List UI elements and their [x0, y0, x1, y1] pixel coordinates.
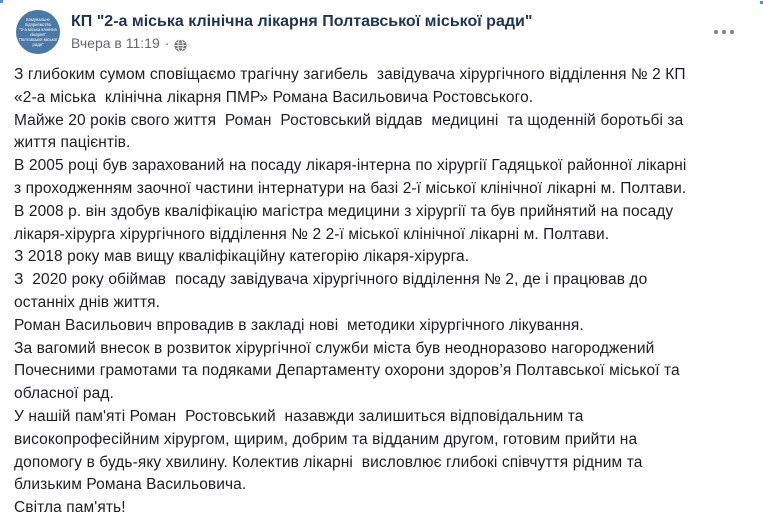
post-text-line: Почесними грамотами та подяками Департаменту охорони здоров’я Полтавської міської та — [14, 362, 680, 380]
avatar-text-line: Полтавської міської — [18, 37, 58, 42]
post-text-line: З 2020 року обіймав посаду завідувача хірургічного відділення № 2, де і працював до — [14, 271, 648, 289]
post-text-line: з проходженням заочної частини інтернатури на базі 2-ї міської клінічної лікарні м. Полтави. — [14, 179, 687, 197]
post-text-line: близьким Романа Васильовича. — [14, 476, 247, 494]
post-header — [0, 0, 763, 54]
post-text-line: В 2008 р. він здобув кваліфікацію магістра медицини з хірургії та був прийнятий на посаду — [14, 202, 674, 220]
globe-privacy-icon — [174, 38, 187, 51]
post-text-line: З глибоким сумом сповіщаємо трагічну загибель завідувача хірургічного відділення № 2 КП — [14, 66, 686, 83]
post-text-line: За вагомий внесок в розвиток хірургічної служби міста був неодноразово нагороджений — [14, 339, 655, 357]
post-text-line: високопрофесійним хірургом, щирим, добрим та відданим другом, готовим прийти на — [14, 430, 638, 448]
post-text-line: Майже 20 років свого життя Роман Ростовський віддав медицині та щоденній боротьбі за — [14, 111, 684, 129]
post-text — [14, 64, 749, 520]
post-text-line: «2-а міська клінічна лікарня ПМР» Романа Васильовича Ростовського. — [14, 88, 534, 106]
post-header-meta — [71, 10, 532, 53]
avatar-text-line: підприємство — [24, 22, 52, 27]
post-options-button[interactable] — [706, 22, 742, 42]
post-text-line: останніх днів життя. — [14, 293, 161, 311]
ellipsis-icon — [714, 30, 734, 34]
post-text-line: Світла пам'ять! — [14, 499, 126, 517]
post-text-line: Роман Васильович впровадив в закладі нові методики хірургічного лікування. — [14, 316, 584, 334]
post-text-line: З 2018 року мав вищу кваліфікаційну категорію лікаря-хірурга. — [14, 248, 470, 266]
post-text-line: В 2005 році був зарахований на посаду лікаря-інтерна по хірургії Гадяцької районної лікарні — [14, 157, 687, 175]
page-avatar[interactable] — [16, 10, 60, 54]
post-text-line: допомогу в будь-яку хвилину. Колектив лікарні висловлює глибокі співчуття рідним та — [14, 453, 643, 471]
post-timestamp-link[interactable]: Вчера в 11:19 — [71, 35, 160, 51]
avatar-text-line: Комунальне — [26, 17, 50, 22]
avatar-text-line: лікарня" — [29, 32, 47, 37]
post-text-line: лікаря-хірурга хірургічного відділення № 2 2-ї міської клінічної лікарні м. Полтави. — [14, 225, 610, 243]
post-text-line: життя пацієнтів. — [14, 134, 131, 152]
avatar-text-line: "2-а міська клінічна — [19, 27, 57, 32]
post-meta-row — [71, 34, 532, 53]
post-text-line: обласної рад. — [14, 385, 114, 403]
avatar-text-line: ради" — [32, 42, 44, 47]
post-text-line: У нашій пам'яті Роман Ростовський назавжди залишиться відповідальним та — [14, 407, 584, 425]
page-name-link[interactable]: КП "2-а міська клінічна лікарня Полтавської міської ради" — [71, 13, 533, 30]
dot-separator: · — [164, 35, 170, 51]
